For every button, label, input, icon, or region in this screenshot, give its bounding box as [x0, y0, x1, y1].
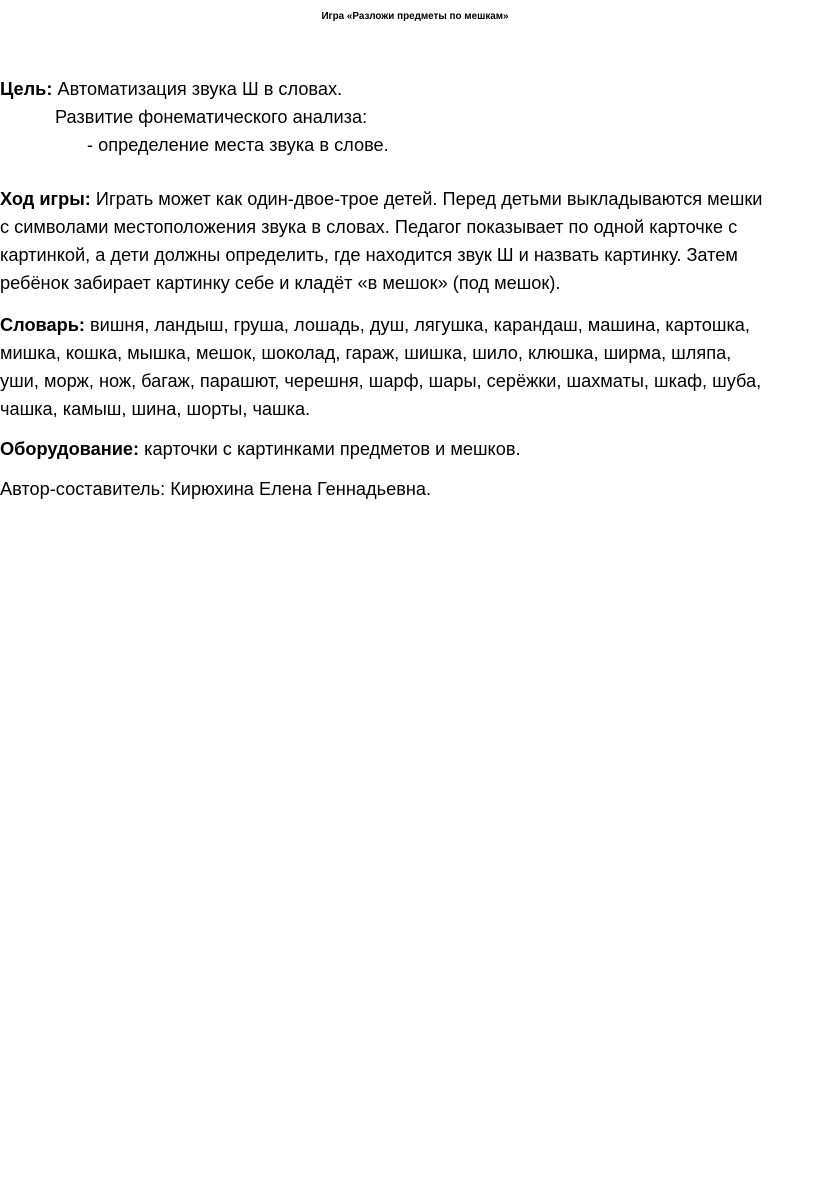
- equipment-label: Оборудование:: [0, 439, 140, 459]
- game-flow-line-3: картинкой, а дети должны определить, где находится звук Ш и назвать картинку. Затем: [0, 245, 738, 265]
- goal-text: Автоматизация звука Ш в словах.: [52, 79, 343, 99]
- vocabulary-text: вишня, ландыш, груша, лошадь, душ, лягушка, карандаш, машина, картошка,: [84, 315, 750, 335]
- vocabulary-line-2: мишка, кошка, мышка, мешок, шоколад, гараж, шишка, шило, клюшка, ширма, шляпа,: [0, 343, 732, 363]
- author-line: Автор-составитель: Кирюхина Елена Геннадьевна.: [0, 479, 432, 499]
- vocabulary-label: Словарь:: [0, 315, 85, 335]
- game-flow-line-1: [0, 185, 762, 213]
- document-title: Игра «Разложи предметы по мешкам»: [321, 11, 509, 22]
- goal-sub-line-2: - определение места звука в слове.: [87, 135, 389, 155]
- goal-sub-line-1: Развитие фонематического анализа:: [55, 107, 368, 127]
- equipment-text: карточки с картинками предметов и мешков.: [139, 439, 521, 459]
- vocabulary-line-1: [0, 311, 750, 339]
- game-flow-line-4: ребёнок забирает картинку себе и кладёт «в мешок» (под мешок).: [0, 273, 561, 293]
- vocabulary-line-4: чашка, камыш, шина, шорты, чашка.: [0, 399, 311, 419]
- goal-line: [0, 75, 342, 103]
- game-flow-label: Ход игры:: [0, 189, 91, 209]
- vocabulary-line-3: уши, морж, нож, багаж, парашют, черешня, шарф, шары, серёжки, шахматы, шкаф, шуба,: [0, 371, 762, 391]
- goal-label: Цель:: [0, 79, 53, 99]
- game-flow-text: Играть может как один-двое-трое детей. Перед детьми выкладываются мешки: [90, 189, 763, 209]
- game-flow-line-2: с символами местоположения звука в словах. Педагог показывает по одной карточке с: [0, 217, 738, 237]
- equipment-line: [0, 435, 521, 463]
